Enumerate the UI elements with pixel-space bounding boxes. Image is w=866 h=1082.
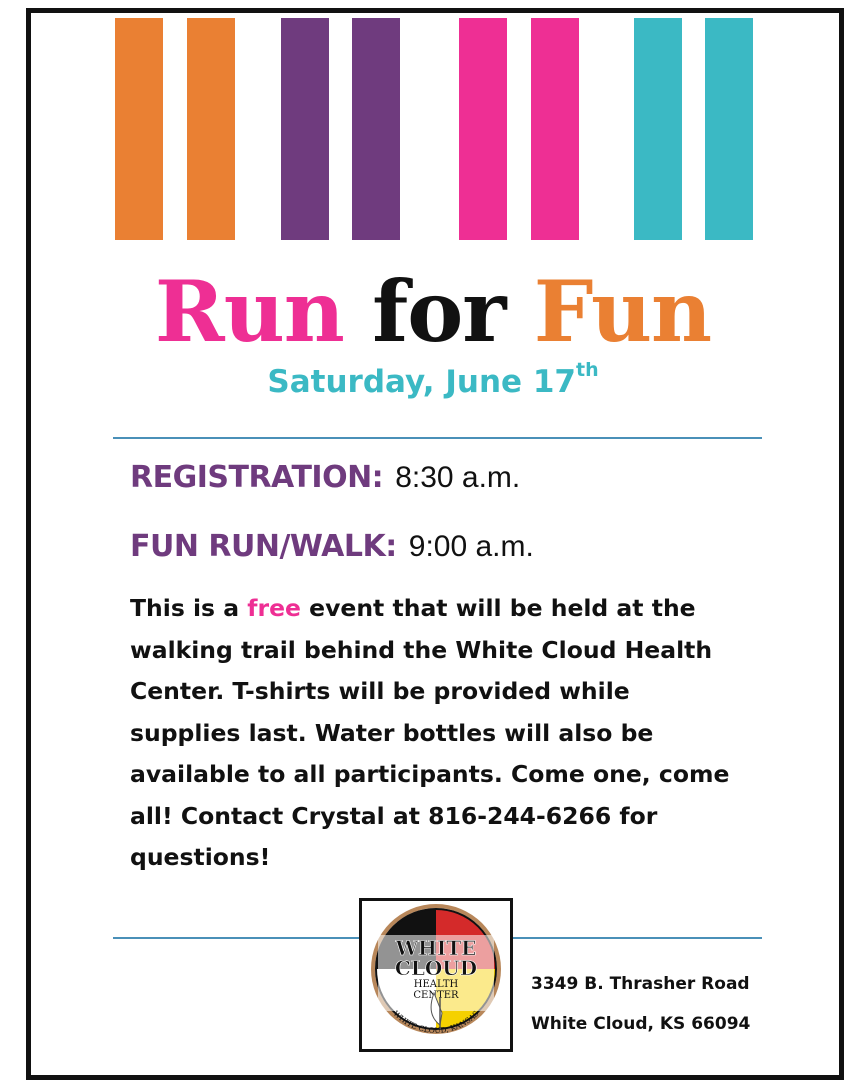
stripe-orange-1 — [115, 18, 163, 240]
description-line-1 — [130, 588, 730, 630]
title-word-fun: Fun — [533, 262, 712, 361]
logo-word-cloud: CLOUD — [394, 956, 478, 980]
event-date — [0, 360, 866, 404]
description-line-4: supplies last. Water bottles will also be — [130, 718, 654, 747]
event-date-suffix: th — [575, 359, 599, 381]
free-highlight: free — [247, 594, 301, 622]
event-description — [130, 588, 730, 879]
logo-word-white: WHITE — [395, 936, 477, 960]
stripe-teal-1 — [634, 18, 682, 240]
divider-bottom-left — [113, 937, 359, 939]
registration-line — [130, 458, 520, 498]
description-line-3: Center. T-shirts will be provided while — [130, 677, 630, 705]
divider-top — [113, 437, 762, 439]
description-line-2: walking trail behind the White Cloud Health — [130, 635, 713, 664]
event-title — [0, 262, 866, 362]
description-line-6: all! Contact Crystal at 816-244-6266 for — [130, 801, 658, 830]
address-city: White Cloud, KS 66094 — [531, 1014, 751, 1034]
registration-label: REGISTRATION: — [130, 460, 384, 495]
stripe-purple-1 — [281, 18, 329, 240]
address-street: 3349 B. Thrasher Road — [531, 974, 750, 994]
stripe-teal-2 — [705, 18, 753, 240]
fun-run-label: FUN RUN/WALK: — [130, 529, 397, 564]
fun-run-line — [130, 527, 534, 567]
description-line-1-start: This is a — [130, 594, 248, 622]
registration-time: 8:30 a.m. — [395, 461, 521, 494]
logo-arc-text: WHITE CLOUD, KANSAS — [391, 1008, 481, 1036]
description-line-1-end: event that will be held at the — [300, 594, 696, 622]
fun-run-time: 9:00 a.m. — [408, 530, 534, 563]
divider-bottom-right — [512, 937, 762, 939]
stripe-orange-2 — [187, 18, 235, 240]
event-date-text: Saturday, June 17 — [267, 364, 576, 400]
title-word-run: Run — [154, 262, 344, 361]
stripe-pink-2 — [531, 18, 579, 240]
stripe-purple-2 — [352, 18, 400, 240]
title-word-for: for — [372, 262, 506, 361]
description-line-5: available to all participants. Come one, come — [130, 760, 730, 788]
white-cloud-logo — [359, 898, 513, 1052]
description-line-7: questions! — [130, 843, 271, 871]
medicine-wheel-logo-graphic — [362, 901, 510, 1049]
logo-word-health: HEALTH — [413, 979, 459, 990]
stripe-pink-1 — [459, 18, 507, 240]
logo-word-center: CENTER — [413, 990, 459, 1001]
